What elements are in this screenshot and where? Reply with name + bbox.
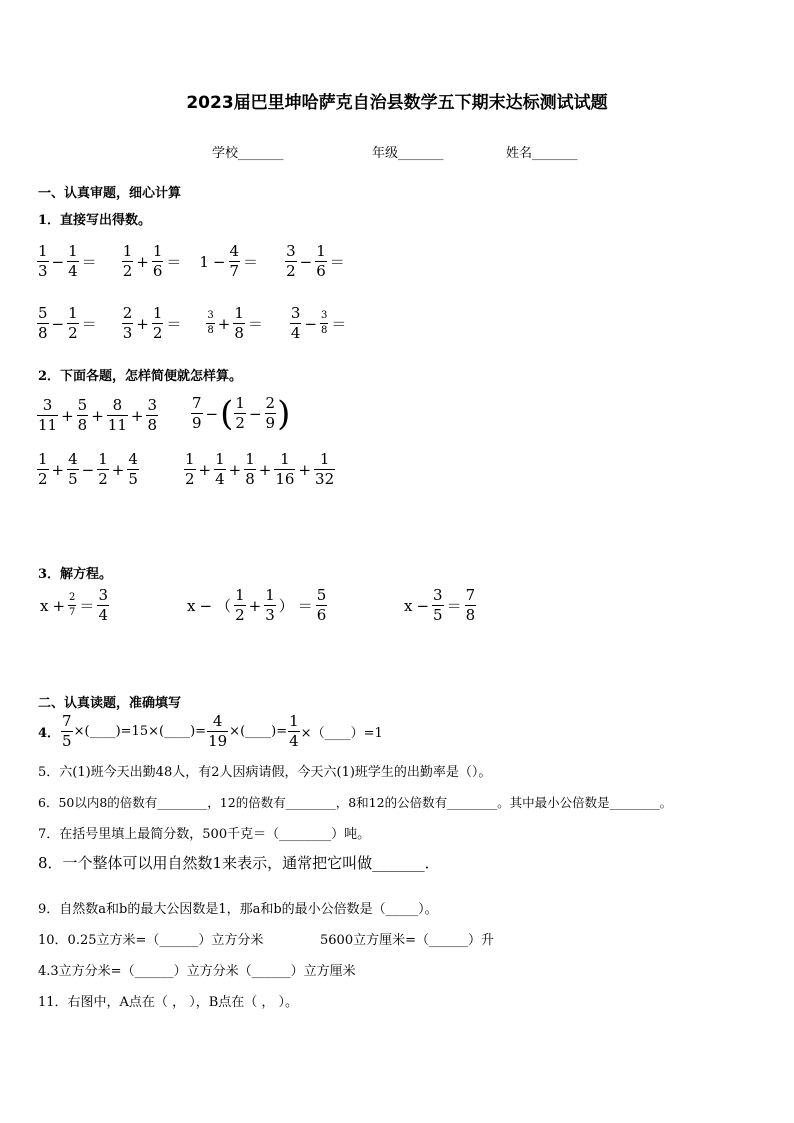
q2-expr-1: $\frac{3}{11}$ + $\frac{5}{8}$ + $\frac{8}{11}$ + $\frac{3}{8}$ [38,396,158,434]
q1-row-1: $\frac{1}{3}$ − $\frac{1}{4}$ ＝ $\frac{1}{2}$ + $\frac{1}{6}$ ＝ 1 − $\frac{4}{7}$ ＝ $\frac{3}{2}$ − $\frac{1}{6}$ ＝ [38,242,345,280]
question-6: 6．50以内8的倍数有________，12的倍数有________，8和12的公倍数有________。其中最小公倍数是________。 [38,795,673,810]
q2-expr-3: $\frac{1}{2}$ + $\frac{4}{5}$ − $\frac{1}{2}$ + $\frac{4}{5}$ [38,450,138,488]
fraction: $\frac{3}{8}$ [207,310,214,336]
fraction: $\frac{5}{6}$ [316,586,327,624]
fraction: $\frac{1}{16}$ [275,450,295,488]
fraction: $\frac{3}{2}$ [286,242,296,280]
grade-field: 年级_______ [372,146,444,161]
fraction: $\frac{1}{3}$ [38,242,48,280]
fraction: $\frac{7}{9}$ [192,394,202,432]
fraction: $\frac{1}{8}$ [234,304,244,342]
question-1: 1．直接写出得数。 [38,213,152,228]
question-11: 11．右图中，A点在（ ， ），B点在（ ， ）。 [38,995,299,1010]
fraction: $\frac{2}{9}$ [265,394,276,432]
school-field: 学校_______ [212,146,284,161]
fraction: $\frac{1}{6}$ [152,242,163,280]
question-4: 4． $\frac{7}{5}$ × (____) =15 × (____) = $\frac{4}{19}$ × (____) = $\frac{1}{4}$ ×（____）=1 [38,712,383,750]
question-10-part-2: 5600立方厘米=（______）升 [320,933,494,948]
fraction: $\frac{7}{8}$ [465,586,476,624]
section-2-heading: 二、认真读题，准确填写 [38,696,182,711]
question-9: 9．自然数a和b的最大公因数是1，那a和b的最小公倍数是（_____）。 [38,902,438,917]
fraction: $\frac{1}{32}$ [315,450,335,488]
fraction: $\frac{5}{8}$ [38,304,48,342]
question-7: 7．在括号里填上最简分数，500千克＝（________）吨。 [38,827,371,842]
fraction: $\frac{1}{2}$ [68,304,78,342]
fraction: $\frac{2}{3}$ [122,304,133,342]
fraction: $\frac{3}{11}$ [38,396,58,434]
q2-expr-4: $\frac{1}{2}$ + $\frac{1}{4}$ + $\frac{1}{8}$ + $\frac{1}{16}$ + $\frac{1}{32}$ [185,450,335,488]
fraction: $\frac{4}{5}$ [68,450,78,488]
fraction: $\frac{1}{2}$ [98,450,108,488]
question-5: 5．六(1)班今天出勤48人，有2人因病请假，今天六(1)班学生的出勤率是（）。 [38,765,492,780]
q2-expr-2: $\frac{7}{9}$ − ( $\frac{1}{2}$ − $\frac{2}{9}$ ) [192,393,291,434]
section-1-heading: 一、认真审题，细心计算 [38,186,182,201]
fraction: $\frac{3}{5}$ [433,586,443,624]
page-title: 2023届巴里坤哈萨克自治县数学五下期末达标测试试题 [186,93,608,113]
fraction: $\frac{1}{2}$ [185,450,195,488]
fraction: $\frac{5}{8}$ [77,396,88,434]
fraction: $\frac{4}{5}$ [128,450,138,488]
fraction: $\frac{3}{8}$ [321,310,328,336]
equation-1: x + $\frac{2}{7}$ ＝ $\frac{3}{4}$ [40,586,108,624]
question-10-part-1: 10．0.25立方米=（______）立方分米 [38,933,264,948]
fraction: $\frac{7}{5}$ [62,712,72,750]
fraction: $\frac{1}{4}$ [215,450,225,488]
name-field: 姓名_______ [506,146,578,161]
q1-row-2: $\frac{5}{8}$ − $\frac{1}{2}$ ＝ $\frac{2}{3}$ + $\frac{1}{2}$ ＝ $\frac{3}{8}$ + $\frac{1}{8}$ ＝ $\frac{3}{4}$ − $\frac{3}{8}$ ＝ [38,304,347,342]
fraction: $\frac{1}{2}$ [122,242,133,280]
fraction: $\frac{4}{7}$ [229,242,240,280]
fraction: $\frac{3}{8}$ [147,396,158,434]
fraction: $\frac{1}{2}$ [235,394,245,432]
fraction: $\frac{1}{2}$ [38,450,48,488]
fraction: $\frac{3}{4}$ [98,586,108,624]
question-2: 2．下面各题，怎样简便就怎样算。 [38,369,243,384]
fraction: $\frac{1}{6}$ [316,242,326,280]
fraction: $\frac{1}{2}$ [235,586,245,624]
equation-2: x − （ $\frac{1}{2}$ + $\frac{1}{3}$ ） ＝ $\frac{5}{6}$ [187,586,327,624]
fraction: $\frac{3}{4}$ [290,304,301,342]
fraction: $\frac{1}{3}$ [265,586,275,624]
fraction: $\frac{2}{7}$ [69,592,76,618]
fraction: $\frac{1}{4}$ [68,242,78,280]
fraction: $\frac{4}{19}$ [208,712,228,750]
fraction: $\frac{1}{2}$ [152,304,163,342]
fraction: $\frac{1}{4}$ [289,712,299,750]
question-10-part-3: 4.3立方分米=（______）立方分米（______）立方厘米 [38,964,356,979]
fraction: $\frac{1}{8}$ [245,450,255,488]
question-3: 3．解方程。 [38,567,113,582]
equation-3: x − $\frac{3}{5}$ ＝ $\frac{7}{8}$ [404,586,476,624]
question-8: 8．一个整体可以用自然数1来表示，通常把它叫做_______． [38,854,440,872]
fraction: $\frac{8}{11}$ [107,396,127,434]
